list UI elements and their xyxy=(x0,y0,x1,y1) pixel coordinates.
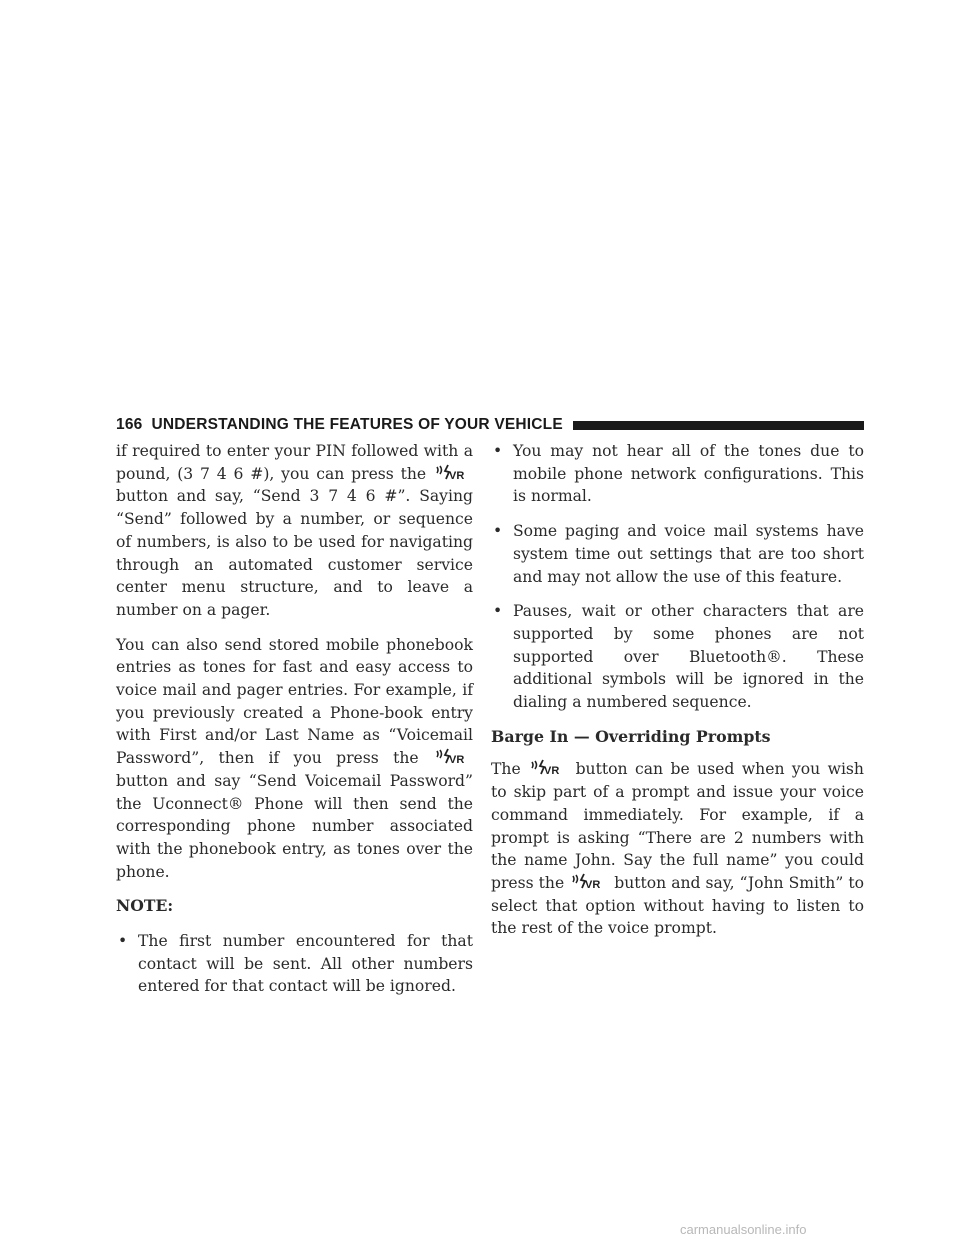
svg-text:VR: VR xyxy=(449,754,465,767)
paragraph-barge-in: The VR button can be used when you wish to skip part of a prompt and issue your voice command immediately. For example, if a prompt is asking “There are 2 numbers with the name John. Say the full name” you could press the VR button and say, “John Smith” to select that option without having to listen to the rest of the voice prompt. xyxy=(491,760,864,938)
bullet-symbol: • xyxy=(118,932,128,951)
section-title: UNDERSTANDING THE FEATURES OF YOUR VEHICLE xyxy=(151,416,563,433)
voice-recognition-icon xyxy=(571,873,607,891)
voice-recognition-icon xyxy=(435,748,471,766)
bullet-symbol: • xyxy=(493,522,503,541)
svg-text:VR: VR xyxy=(544,765,560,778)
watermark: carmanualsonline.info xyxy=(680,1222,807,1237)
page-header xyxy=(116,414,864,436)
bullet-symbol: • xyxy=(493,442,503,460)
page-number: 166 xyxy=(116,416,143,433)
paragraph-send-pin: if required to enter your PIN followed with a pound, (3 7 4 6 #), you can press the VR button and say, “Send 3 7 4 6 #”. Saying “Send” followed by a number, or sequence of numbers, is also to be used for navigating through an automated customer service center menu structure, and to leave a number on a pager. xyxy=(116,442,473,619)
voice-recognition-icon xyxy=(530,759,566,777)
header-rule xyxy=(573,421,864,430)
right-column xyxy=(491,440,864,952)
list-item: • Some paging and voice mail systems have system time out settings that are too short and may not allow the use of this feature. xyxy=(491,520,864,588)
list-item: • Pauses, wait or other characters that are supported by some phones are not supported over Bluetooth®. These additional symbols will be ignored in the dialing a numbered sequence. xyxy=(491,600,864,714)
list-item: • You may not hear all of the tones due to mobile phone network configurations. This is normal. xyxy=(491,440,864,508)
note-label: NOTE: xyxy=(116,896,174,916)
paragraph-phonebook-tones: You can also send stored mobile phonebook entries as tones for fast and easy access to voice mail and pager entries. For example, if you previously created a Phone-book entry with First and/or Last Name as “Voicemail Password”, then if you press the VR button and say “Send Voicemail Password” the Uconnect® Phone will then send the corresponding phone number associated with the phonebook entry, as tones over the phone. xyxy=(116,635,473,881)
left-column xyxy=(116,440,473,1010)
section-heading: Barge In — Overriding Prompts xyxy=(491,726,771,746)
list-item: • The first number encountered for that contact will be sent. All other numbers entered for that contact will be ignored. xyxy=(116,930,473,998)
bullet-symbol: • xyxy=(493,602,503,621)
voice-recognition-icon xyxy=(435,464,471,482)
svg-text:VR: VR xyxy=(449,469,465,482)
svg-text:VR: VR xyxy=(585,878,601,891)
